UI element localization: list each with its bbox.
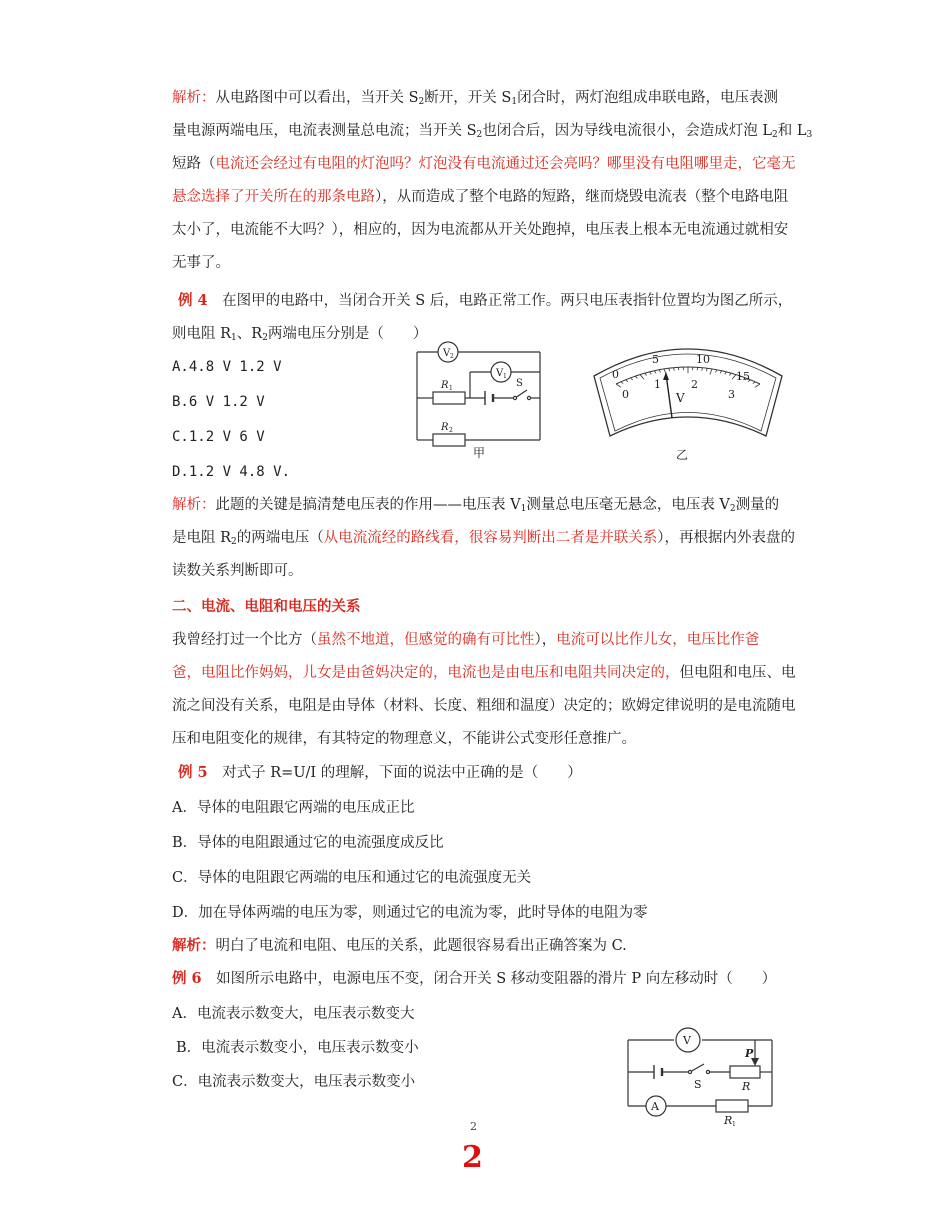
text: ）， <box>534 632 557 648</box>
subscript: 1 <box>503 373 507 380</box>
text: 如图所示电路中，电源电压不变，闭合开关 S 移动变阻器的滑片 P 向左移动时（ ） <box>216 971 777 987</box>
outer-scale-5: 5 <box>652 353 659 366</box>
subscript: 1 <box>732 1121 736 1128</box>
subscript: 1 <box>449 385 453 392</box>
example-5-option-a: A．导体的电阻跟它两端的电压成正比 <box>172 800 415 816</box>
text: 测量总电压毫无悬念，电压表 V <box>526 497 730 513</box>
example-6-question <box>172 969 776 989</box>
example-6-option-a: A．电流表示数变大，电压表示数变大 <box>172 1006 415 1022</box>
text: 从电路图中可以看出，当开关 S <box>215 90 419 106</box>
highlight-text: 电流可以比作儿女，电压比作爸 <box>556 632 760 648</box>
outer-scale-10: 10 <box>696 353 710 366</box>
text: 量电源两端电压，电流表测量总电流；当开关 S <box>172 123 477 139</box>
text: 对式子 R=U/I 的理解，下面的说法中正确的是（ ） <box>222 765 582 781</box>
subscript: 2 <box>729 504 736 514</box>
analysis-line-6 <box>172 253 230 273</box>
outer-scale-15: 15 <box>736 370 750 383</box>
text: 断开，开关 S <box>424 90 512 106</box>
voltmeter-dial <box>588 336 788 446</box>
analysis-label: 解析： <box>172 90 216 106</box>
option-a: A.4.8 V 1.2 V <box>172 359 282 375</box>
v1-label: V <box>496 368 504 379</box>
text: 无事了。 <box>172 255 230 271</box>
subscript: 2 <box>231 537 237 547</box>
text: 也闭合后，因为导线电流很小，会造成灯泡 L <box>482 123 773 139</box>
text: 则电阻 R <box>172 326 232 342</box>
subscript: 2 <box>450 353 454 360</box>
subscript: 1 <box>520 504 527 514</box>
inner-scale-2: 2 <box>691 378 698 391</box>
analysis-line-4 <box>172 187 788 207</box>
example-5-question <box>178 763 582 783</box>
text: 读数关系判断即可。 <box>172 563 303 579</box>
example-4-analysis-line-2 <box>172 528 795 552</box>
text: 两端电压分别是（ ） <box>267 326 428 342</box>
circuit-diagram-ex6 <box>620 1020 780 1128</box>
subscript: 2 <box>476 130 483 140</box>
subscript: 1 <box>511 97 518 107</box>
highlight-text: 爸，电阻比作妈妈，儿女是由爸妈决定的，电流也是由电压和电阻共同决定的， <box>172 665 680 681</box>
text: 明白了电流和电阻、电压的关系，此题很容易看出正确答案为 C. <box>215 938 627 954</box>
text: 、R <box>236 326 263 342</box>
highlight-text: 悬念选择了开关所在的那条电路 <box>172 189 375 205</box>
highlight-text: 电流还会经过有电阻的灯泡吗？灯泡没有电流通过还会亮吗？哪里没有电阻哪里走，它毫无 <box>215 156 796 172</box>
analysis-line-5 <box>172 220 788 240</box>
text: ），再根据内外表盘的 <box>657 530 796 546</box>
text: 在图甲的电路中，当闭合开关 S 后，电路正常工作。两只电压表指针位置均为图乙所示， <box>222 293 793 309</box>
r2-label: R <box>441 422 449 433</box>
r1-label: R <box>441 380 449 391</box>
v2-label: V <box>443 348 451 359</box>
option-d: D.1.2 V 4.8 V. <box>172 464 291 480</box>
text: 的两端电压（ <box>236 530 324 546</box>
voltmeter-label: V <box>683 1034 691 1047</box>
text: 闭合时，两灯泡组成串联电路，电压表测 <box>517 90 779 106</box>
subscript: 1 <box>231 333 237 343</box>
switch-label: S <box>694 1078 702 1091</box>
rheostat-label: R <box>742 1080 751 1093</box>
figure-jia-caption: 甲 <box>473 446 486 460</box>
example-4-analysis-line-3 <box>172 561 303 581</box>
subscript: 2 <box>262 333 268 343</box>
analysis-line-3 <box>172 154 796 174</box>
option-c: C.1.2 V 6 V <box>172 429 265 445</box>
example-label: 例 6 <box>172 970 202 987</box>
analysis-label: 解析： <box>172 937 216 954</box>
ammeter-label: A <box>651 1100 659 1113</box>
inner-scale-3: 3 <box>728 388 735 401</box>
resistor-r1 <box>433 392 465 404</box>
outer-scale-0: 0 <box>612 368 619 381</box>
inner-scale-1: 1 <box>654 378 661 391</box>
text: 我曾经打过一个比方（ <box>172 632 317 648</box>
analysis-line-1 <box>172 88 778 112</box>
page-number-small: 2 <box>470 1120 477 1133</box>
switch-label: S <box>516 378 523 389</box>
text: 流之间没有关系，电阻是由导体（材料、长度、粗细和温度）决定的；欧姆定律说明的是电流随电 <box>172 698 796 714</box>
section-2-line-1 <box>172 630 759 650</box>
analysis-line-2 <box>172 121 812 145</box>
text: 短路（ <box>172 156 216 172</box>
resistor-r1 <box>716 1100 748 1112</box>
example-label: 例 5 <box>178 764 208 781</box>
resistor-r2 <box>433 434 465 446</box>
highlight-text: 虽然不地道，但感觉的确有可比性 <box>317 632 535 648</box>
text: 是电阻 R <box>172 530 232 546</box>
text: ），从而造成了整个电路的短路，继而烧毁电流表（整个电路电阻 <box>375 189 789 205</box>
text: 此题的关键是搞清楚电压表的作用——电压表 V <box>215 497 521 513</box>
subscript: 2 <box>772 130 778 140</box>
example-5-option-c: C．导体的电阻跟它两端的电压和通过它的电流强度无关 <box>172 870 532 886</box>
example-5-option-d: D．加在导体两端的电压为零，则通过它的电流为零，此时导体的电阻为零 <box>172 905 648 921</box>
section-2-line-2 <box>172 663 796 683</box>
r1-label: R <box>724 1114 733 1127</box>
text: 压和电阻变化的规律，有其特定的物理意义，不能讲公式变形任意推广。 <box>172 731 636 747</box>
text: 太小了，电流能不大吗？），相应的，因为电流都从开关处跑掉，电压表上根本无电流通过就相安 <box>172 222 789 238</box>
section-2-line-4 <box>172 729 636 749</box>
example-5-option-b: B．导体的电阻跟通过它的电流强度成反比 <box>172 835 444 851</box>
example-6-option-c: C．电流表示数变大，电压表示数变小 <box>172 1074 416 1090</box>
subscript: 3 <box>806 130 813 140</box>
example-4-question-line-2 <box>172 324 427 348</box>
subscript: 2 <box>449 427 453 434</box>
example-5-analysis <box>172 936 627 956</box>
inner-scale-0: 0 <box>622 388 629 401</box>
text: 和 L <box>777 123 807 139</box>
example-4-question-line-1 <box>178 291 792 311</box>
option-b: B.6 V 1.2 V <box>172 394 265 410</box>
example-label: 例 4 <box>178 292 208 309</box>
example-6-option-b: B．电流表示数变小，电压表示数变小 <box>176 1040 419 1056</box>
rheostat <box>730 1066 760 1078</box>
dial-unit: V <box>676 391 685 405</box>
text: 测量的 <box>735 497 780 513</box>
analysis-label: 解析： <box>172 497 216 513</box>
subscript: 2 <box>418 97 425 107</box>
example-4-analysis-line-1 <box>172 495 779 519</box>
figure-yi-caption: 乙 <box>676 448 689 462</box>
slider-label: P <box>745 1047 754 1060</box>
section-2-line-3 <box>172 696 796 716</box>
page-number: 2 <box>462 1140 483 1175</box>
section-heading: 二、电流、电阻和电压的关系 <box>172 598 361 615</box>
highlight-text: 从电流流经的路线看，很容易判断出二者是并联关系 <box>323 530 658 546</box>
text: 但电阻和电压、电 <box>679 665 796 681</box>
